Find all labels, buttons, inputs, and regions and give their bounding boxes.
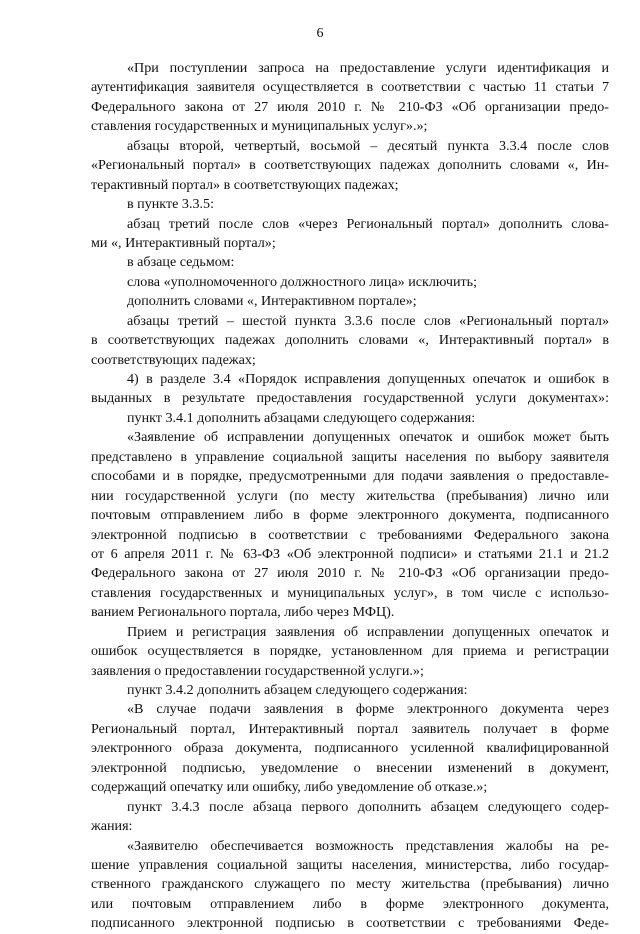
text-line-content: «При поступлении запроса на предоставление услуги идентификация и [127, 60, 609, 76]
text-line-content: терактивный портал» в соответствующих падежах; [91, 176, 399, 193]
text-line-content: подписанного электронной подписью в соответствии с требованиями Феде- [91, 915, 609, 932]
text-line [91, 487, 609, 506]
text-line [91, 389, 609, 408]
text-line [91, 506, 609, 525]
text-line-content: электронной подписью в соответствии с требованиями Федерального закона [91, 526, 609, 543]
text-line-content: выданных в результате предоставления государственной услуги документах»: [91, 390, 609, 407]
text-line-content: электронного образа документа, подписанного усиленной квалифицированной [91, 740, 609, 757]
text-line-content: заявления о предоставлении государственной услуги.»; [91, 662, 424, 679]
text-line-content: абзацы третий – шестой пункта 3.3.6 после слов «Региональный портал» [127, 312, 609, 329]
text-line [91, 331, 609, 350]
text-line-content: Региональный портал, Интерактивный портал заявитель получает в форме [91, 720, 609, 737]
text-line-content: Федерального закона от 27 июля 2010 г. № 210-ФЗ «Об организации предо- [91, 565, 609, 582]
text-line [91, 409, 609, 428]
text-line [91, 564, 609, 583]
text-line-content: Прием и регистрация заявления об исправлении допущенных опечаток и [127, 623, 609, 640]
text-line [91, 292, 609, 311]
text-line [91, 778, 609, 797]
text-line-content: в соответствующих падежах дополнить словами «, Интерактивный портал» в [91, 332, 609, 349]
text-line [91, 545, 609, 564]
text-line-content: представлено в управление социальной защиты населения по выбору заявителя [91, 448, 609, 465]
text-line [91, 837, 609, 856]
text-line [91, 856, 609, 875]
text-line [91, 584, 609, 603]
text-line [91, 603, 609, 622]
text-line [91, 623, 609, 642]
text-line-content: ственного гражданского служащего по месту жительства (пребывания) лично [91, 876, 609, 893]
text-line-content: способами и в порядке, предусмотренными для подачи заявления о предоставле- [91, 468, 609, 485]
text-line [91, 137, 609, 156]
document-body [91, 59, 609, 934]
text-line [91, 700, 609, 719]
page-number: 6 [316, 26, 324, 41]
text-line [91, 739, 609, 758]
text-line [91, 253, 609, 272]
text-line-content: жания: [91, 818, 133, 835]
text-line [91, 526, 609, 545]
text-line [91, 759, 609, 778]
text-line [91, 467, 609, 486]
text-line [91, 59, 609, 78]
text-line-content: или почтовым отправлением либо в форме электронного документа, [91, 895, 609, 912]
text-line [91, 215, 609, 234]
text-line-content: пункт 3.4.3 после абзаца первого дополнить абзацем следующего содер- [127, 798, 609, 815]
text-line [91, 117, 609, 136]
text-line [91, 234, 609, 253]
text-line-content: «Заявление об исправлении допущенных опечаток и ошибок может быть [127, 429, 609, 446]
text-line [91, 720, 609, 739]
text-line-content: пункт 3.4.2 дополнить абзацем следующего содержания: [127, 682, 468, 698]
text-line [91, 156, 609, 175]
text-line-content: ошибок осуществляется в порядке, установленном для приема и регистрации [91, 643, 609, 660]
text-line-content: ванием Регионального портала, либо через МФЦ). [91, 604, 395, 621]
text-line [91, 78, 609, 97]
text-line-content: «В случае подачи заявления в форме электронного документа через [127, 701, 609, 718]
text-line-content: Федерального закона от 27 июля 2010 г. № 210-ФЗ «Об организации предо- [91, 98, 609, 115]
text-line-content: почтовым отправлением либо в форме электронного документа, подписанного [91, 507, 609, 524]
text-line-content: электронной подписью, уведомление о внесении изменений в документ, [91, 759, 609, 776]
text-line [91, 98, 609, 117]
text-line-content: от 6 апреля 2011 г. № 63-ФЗ «Об электронной подписи» и статьями 21.1 и 21.2 [91, 545, 609, 562]
text-line [91, 798, 609, 817]
text-line [91, 681, 609, 700]
text-line-content: пункт 3.4.1 дополнить абзацами следующего содержания: [127, 409, 476, 426]
text-line [91, 914, 609, 933]
text-line [91, 176, 609, 195]
text-line-content: «Региональный портал» в соответствующих падежах дополнить словами «, Ин- [91, 157, 609, 174]
text-line-content: 4) в разделе 3.4 «Порядок исправления допущенных опечаток и ошибок в [127, 371, 609, 387]
text-line-content: в абзаце седьмом: [127, 254, 235, 271]
text-line [91, 662, 609, 681]
text-line-content: соответствующих падежах; [91, 351, 256, 368]
text-line-content: ставления государственных и муниципальных услуг».»; [91, 118, 428, 135]
text-line-content: содержащий опечатку или ошибку, либо уведомление об отказе.»; [91, 779, 488, 796]
text-line [91, 312, 609, 331]
text-line-content: дополнить словами «, Интерактивном портале»; [127, 293, 417, 310]
text-line [91, 273, 609, 292]
text-line-content: ставления государственных и муниципальных услуг», в том числе с использо- [91, 584, 609, 601]
text-line-content: слова «уполномоченного должностного лица» исключить; [127, 273, 478, 290]
text-line-content: «Заявителю обеспечивается возможность представления жалобы на ре- [127, 837, 609, 854]
text-line [91, 817, 609, 836]
text-line [91, 875, 609, 894]
text-line-content: нии государственной услуги (по месту жительства (пребывания) лично или [91, 487, 609, 504]
text-line [91, 195, 609, 214]
text-line-content: абзацы второй, четвертый, восьмой – десятый пункта 3.3.4 после слов [127, 137, 609, 154]
text-line [91, 642, 609, 661]
text-line [91, 351, 609, 370]
text-line-content: абзац третий после слов «через Региональный портал» дополнить слова- [127, 215, 609, 232]
text-line [91, 428, 609, 447]
text-line-content: аутентификация заявителя осуществляется в соответствии с частью 11 статьи 7 [91, 79, 609, 96]
text-line [91, 448, 609, 467]
text-line-content: в пункте 3.3.5: [127, 196, 215, 213]
text-line-content: ми «, Интерактивный портал»; [91, 234, 276, 251]
text-line-content: шение управления социальной защиты населения, министерства, либо государ- [91, 856, 609, 873]
text-line [91, 370, 609, 389]
